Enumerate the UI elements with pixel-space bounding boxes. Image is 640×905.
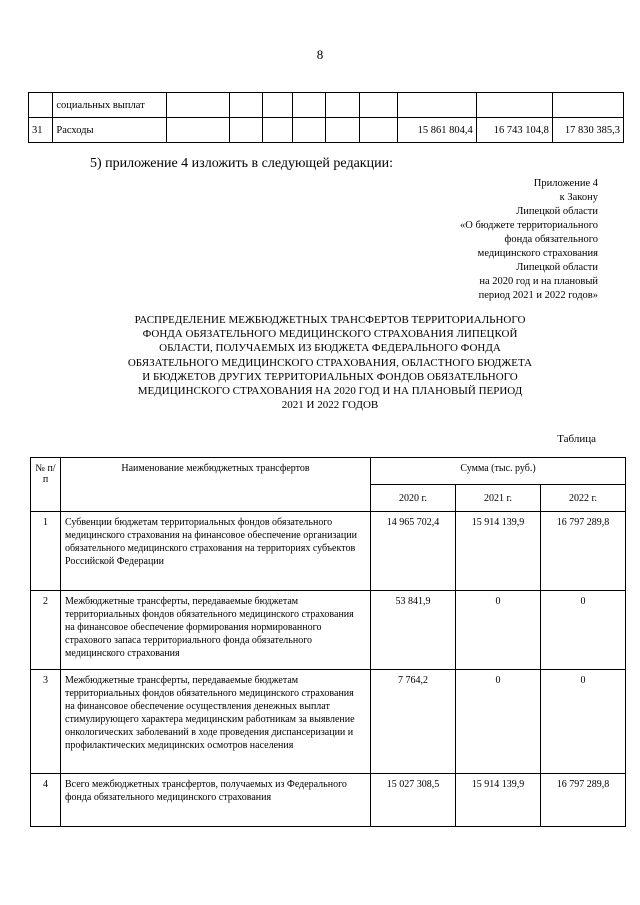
value-cell: 15 861 804,4 — [397, 118, 476, 143]
appendix-line: на 2020 год и на плановый — [479, 276, 598, 287]
heading-line: ОБЯЗАТЕЛЬНОГО МЕДИЦИНСКОГО СТРАХОВАНИЯ, ОБЛАСТНОГО БЮДЖЕТА — [127, 356, 533, 369]
heading-line: РАСПРЕДЕЛЕНИЕ МЕЖБЮДЖЕТНЫХ ТРАНСФЕРТОВ ТЕРРИТОРИАЛЬНОГО — [134, 314, 526, 326]
value-2021: 15 914 139,9 — [456, 774, 541, 827]
header-name: Наименование межбюджетных трансфертов — [61, 458, 371, 512]
row-number: 31 — [29, 118, 53, 143]
heading-line: И БЮДЖЕТОВ ДРУГИХ ТЕРРИТОРИАЛЬНЫХ ФОНДОВ ОБЯЗАТЕЛЬНОГО — [142, 370, 518, 383]
appendix-line: к Закону — [559, 192, 598, 203]
appendix-line: медицинского страхования — [477, 248, 598, 259]
row-number: 2 — [31, 591, 61, 670]
appendix-header — [460, 177, 598, 303]
value-2020: 7 764,2 — [371, 670, 456, 774]
appendix-line: «О бюджете территориального — [460, 220, 598, 231]
table-row — [29, 118, 624, 143]
table-row — [31, 591, 626, 670]
heading-line: ФОНДА ОБЯЗАТЕЛЬНОГО МЕДИЦИНСКОГО СТРАХОВАНИЯ ЛИПЕЦКОЙ — [142, 328, 518, 341]
appendix-line: фонда обязательного — [504, 234, 598, 245]
table-caption: Таблица — [557, 433, 596, 445]
table-row — [31, 512, 626, 591]
amendment-text: 5) приложение 4 изложить в следующей редакции: — [90, 156, 393, 171]
appendix-line: Липецкой области — [516, 206, 598, 217]
continuation-table — [28, 92, 624, 143]
heading-line: 2021 И 2022 ГОДОВ — [281, 399, 379, 412]
header-year-2022: 2022 г. — [540, 485, 625, 512]
value-cell: 17 830 385,3 — [552, 118, 623, 143]
value-2021: 0 — [456, 591, 541, 670]
row-number: 3 — [31, 670, 61, 774]
heading-line: ОБЛАСТИ, ПОЛУЧАЕМЫХ ИЗ БЮДЖЕТА ФЕДЕРАЛЬНОГО ФОНДА — [159, 342, 501, 355]
header-sum: Сумма (тыс. руб.) — [371, 458, 626, 485]
document-heading — [80, 313, 580, 412]
row-number: 4 — [31, 774, 61, 827]
value-2021: 0 — [456, 670, 541, 774]
header-year-2020: 2020 г. — [371, 485, 456, 512]
row-label: Расходы — [53, 118, 167, 143]
row-name: Межбюджетные трансферты, передаваемые бюджетам территориальных фондов обязательного медицинского страхования на финансовое обеспечение формирования нормированного страхового запаса территориального фонда обязательного медицинского страхования — [61, 591, 371, 670]
row-number: 1 — [31, 512, 61, 591]
value-2022: 0 — [540, 670, 625, 774]
appendix-line: период 2021 и 2022 годов» — [478, 290, 598, 301]
value-cell: 16 743 104,8 — [476, 118, 552, 143]
transfers-table — [30, 457, 626, 827]
row-name: Межбюджетные трансферты, передаваемые бюджетам территориальных фондов обязательного медицинского страхования на финансовое обеспечение осуществления денежных выплат стимулирующего характера медицинским работникам за выявление онкологических заболеваний в ходе проведения диспансеризации и профилактических медицинских осмотров населения — [61, 670, 371, 774]
value-2021: 15 914 139,9 — [456, 512, 541, 591]
row-name: Всего межбюджетных трансфертов, получаемых из Федерального фонда обязательного медицинского страхования — [61, 774, 371, 827]
header-num: № п/п — [31, 458, 61, 512]
row-name: Субвенции бюджетам территориальных фондов обязательного медицинского страхования на финансовое обеспечение организации обязательного медицинского страхования на территориях субъектов Российской Федерации — [61, 512, 371, 591]
appendix-line: Приложение 4 — [533, 178, 598, 189]
table-row — [31, 774, 626, 827]
value-2020: 15 027 308,5 — [371, 774, 456, 827]
appendix-line: Липецкой области — [516, 262, 598, 273]
table-row — [31, 670, 626, 774]
value-2020: 53 841,9 — [371, 591, 456, 670]
row-label: социальных выплат — [53, 93, 167, 118]
table-header-row — [31, 458, 626, 485]
header-year-2021: 2021 г. — [456, 485, 541, 512]
heading-line: МЕДИЦИНСКОГО СТРАХОВАНИЯ НА 2020 ГОД И НА ПЛАНОВЫЙ ПЕРИОД — [137, 385, 523, 398]
value-2020: 14 965 702,4 — [371, 512, 456, 591]
value-2022: 0 — [540, 591, 625, 670]
table-row — [29, 93, 624, 118]
value-2022: 16 797 289,8 — [540, 512, 625, 591]
value-2022: 16 797 289,8 — [540, 774, 625, 827]
page-number: 8 — [316, 47, 324, 62]
